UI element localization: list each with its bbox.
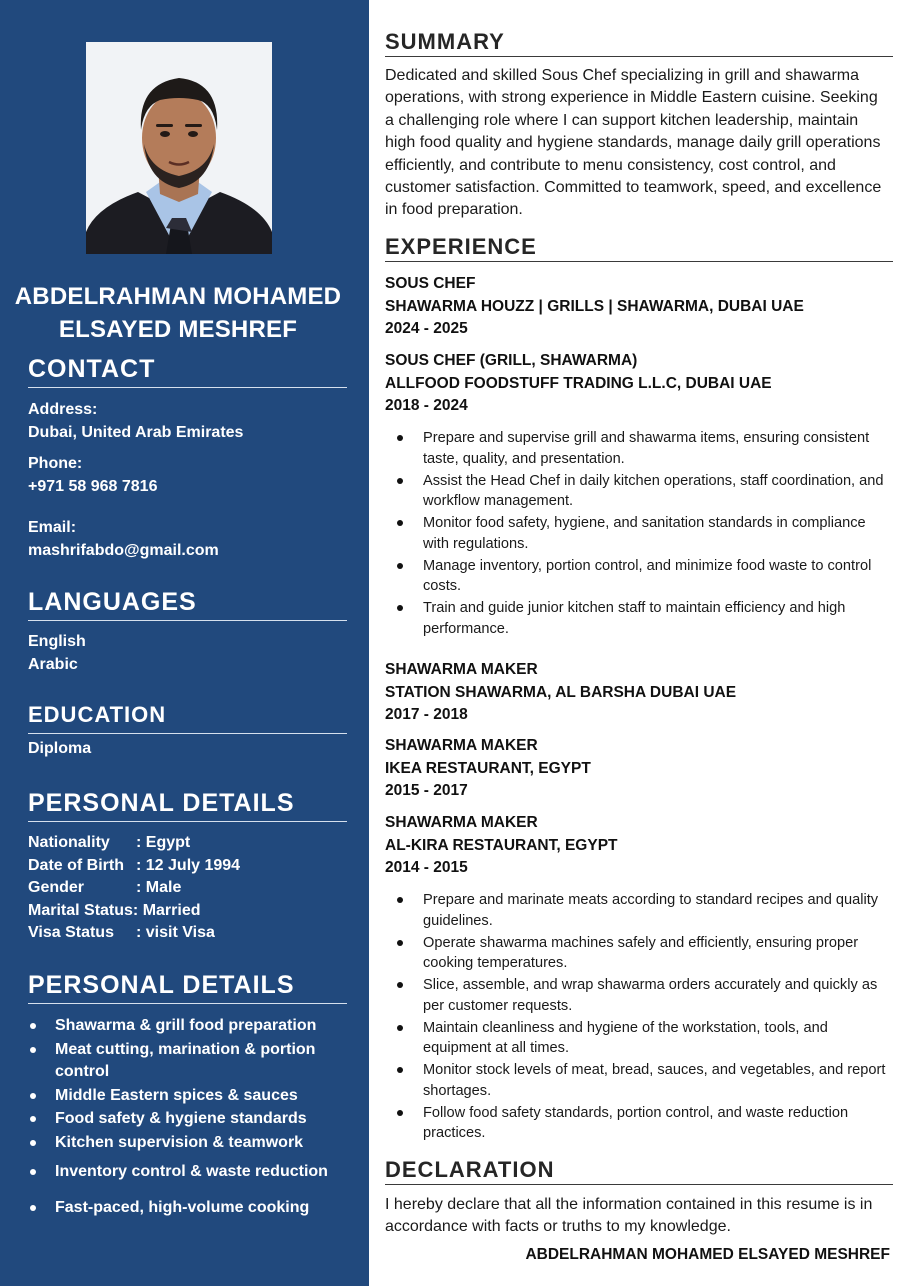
address-label: Address:: [28, 401, 98, 418]
personal-detail-row: [28, 877, 240, 900]
job-company: AL-KIRA RESTAURANT, EGYPT: [385, 836, 618, 854]
job-title: SOUS CHEF (GRILL, SHAWARMA): [385, 352, 638, 369]
skills-list: [28, 1015, 348, 1219]
skill-item: Shawarma & grill food preparation: [28, 1015, 348, 1037]
signature: ABDELRAHMAN MOHAMED ELSAYED MESHREF: [525, 1246, 890, 1263]
personal-detail-row: [28, 855, 240, 878]
personal-detail-key: Date of Birth: [28, 856, 124, 874]
summary-heading: SUMMARY: [385, 28, 893, 57]
languages-list: [28, 631, 86, 676]
profile-photo: [86, 42, 272, 254]
job-company: STATION SHAWARMA, AL BARSHA DUBAI UAE: [385, 683, 737, 701]
personal-detail-key: Marital Status: [28, 901, 133, 919]
job-title: SOUS CHEF: [385, 275, 476, 292]
personal-details-heading: PERSONAL DETAILS: [28, 788, 347, 822]
sidebar: [0, 0, 369, 1286]
shawarma-maker-duties-list: [395, 890, 895, 1145]
language-item: English: [28, 633, 86, 650]
email-label: Email:: [28, 519, 77, 536]
skill-item: Meat cutting, marination & portion control: [28, 1039, 348, 1083]
job-entry: [385, 659, 890, 727]
languages-heading: LANGUAGES: [28, 587, 347, 621]
duty-item: Maintain cleanliness and hygiene of the workstation, tools, and equipment at all times.: [395, 1018, 895, 1059]
education-item: Diploma: [28, 740, 92, 757]
duty-item: Operate shawarma machines safely and efficiently, ensuring proper cooking temperatures.: [395, 933, 895, 974]
personal-detail-row: [28, 900, 240, 923]
duty-item: Manage inventory, portion control, and minimize food waste to control costs.: [395, 556, 895, 597]
job-years: 2017 - 2018: [385, 706, 468, 723]
job-title: SHAWARMA MAKER: [385, 737, 538, 754]
skill-item: Inventory control & waste reduction: [28, 1161, 348, 1183]
duty-item: Prepare and marinate meats according to standard recipes and quality guidelines.: [395, 890, 895, 931]
sous-chef-duties-list: [395, 428, 895, 641]
job-title: SHAWARMA MAKER: [385, 814, 538, 831]
job-company: SHAWARMA HOUZZ | GRILLS | SHAWARMA, DUBAI UAE: [385, 297, 804, 315]
phone-value: +971 58 968 7816: [28, 477, 158, 495]
job-title: SHAWARMA MAKER: [385, 661, 538, 678]
language-item: Arabic: [28, 655, 78, 673]
summary-text: Dedicated and skilled Sous Chef specializing in grill and shawarma operations, with strong experience in Middle Eastern cuisine. Seeking a challenging role where I can support kitchen leadership, maintain high food quality and hygiene standards, manage daily grill operations efficiently, and contribute to menu consistency, cost control, and customer satisfaction. Committed to teamwork, speed, and excellence in food preparation.: [385, 67, 882, 219]
personal-detail-value: : Married: [132, 901, 201, 919]
duty-item: Prepare and supervise grill and shawarma items, ensuring consistent taste, quality, and presentation.: [395, 428, 895, 469]
skill-item: Kitchen supervision & teamwork: [28, 1132, 348, 1154]
contact-address: [28, 399, 243, 444]
duty-item: Slice, assemble, and wrap shawarma orders accurately and quickly as per customer requests.: [395, 975, 895, 1016]
personal-detail-key: Nationality: [28, 834, 110, 851]
skill-item: Middle Eastern spices & sauces: [28, 1085, 348, 1107]
phone-label: Phone:: [28, 455, 83, 472]
personal-detail-key: Gender: [28, 879, 85, 896]
duty-item: Assist the Head Chef in daily kitchen operations, staff coordination, and workflow management.: [395, 471, 895, 512]
personal-detail-key: Visa Status: [28, 924, 114, 941]
job-entry: [385, 350, 890, 418]
education-heading: EDUCATION: [28, 700, 347, 734]
declaration-text: I hereby declare that all the information contained in this resume is in accordance with facts or truths to my knowledge.: [385, 1196, 873, 1236]
personal-details-table: [28, 832, 240, 945]
duty-item: Monitor food safety, hygiene, and sanitation standards in compliance with regulations.: [395, 513, 895, 554]
job-years: 2015 - 2017: [385, 782, 468, 799]
job-company: ALLFOOD FOODSTUFF TRADING L.L.C, DUBAI UAE: [385, 374, 772, 392]
candidate-name-line2: ELSAYED MESHREF: [58, 316, 298, 343]
email-link[interactable]: mashrifabdo@gmail.com: [28, 541, 219, 559]
job-company: IKEA RESTAURANT, EGYPT: [385, 759, 591, 777]
profile-photo-image: [86, 42, 272, 254]
duty-item: Follow food safety standards, portion control, and waste reduction practices.: [395, 1103, 895, 1144]
job-years: 2024 - 2025: [385, 320, 468, 337]
job-years: 2014 - 2015: [385, 859, 468, 876]
address-value: Dubai, United Arab Emirates: [28, 423, 244, 441]
skill-item: Fast-paced, high-volume cooking: [28, 1197, 348, 1219]
duty-item: Train and guide junior kitchen staff to maintain efficiency and high performance.: [395, 598, 895, 639]
job-years: 2018 - 2024: [385, 397, 468, 414]
declaration-heading: DECLARATION: [385, 1156, 893, 1185]
job-entry: [385, 273, 890, 341]
candidate-name: [0, 280, 356, 346]
job-entry: [385, 735, 890, 803]
contact-phone: [28, 453, 157, 498]
duty-item: Monitor stock levels of meat, bread, sauces, and vegetables, and report shortages.: [395, 1060, 895, 1101]
skill-item: Food safety & hygiene standards: [28, 1108, 348, 1130]
personal-detail-value: : 12 July 1994: [136, 856, 241, 874]
experience-heading: EXPERIENCE: [385, 233, 893, 262]
contact-email: [28, 517, 219, 562]
education-list: [28, 738, 91, 761]
personal-detail-row: [28, 832, 240, 855]
personal-detail-value: : Male: [136, 879, 182, 896]
candidate-name-line1: ABDELRAHMAN MOHAMED: [14, 283, 342, 310]
personal-detail-row: [28, 922, 240, 945]
personal-detail-value: : Egypt: [136, 834, 191, 851]
contact-heading: CONTACT: [28, 354, 347, 388]
job-entry: [385, 812, 890, 880]
skills-heading: PERSONAL DETAILS: [28, 970, 347, 1004]
personal-detail-value: : visit Visa: [136, 924, 215, 941]
